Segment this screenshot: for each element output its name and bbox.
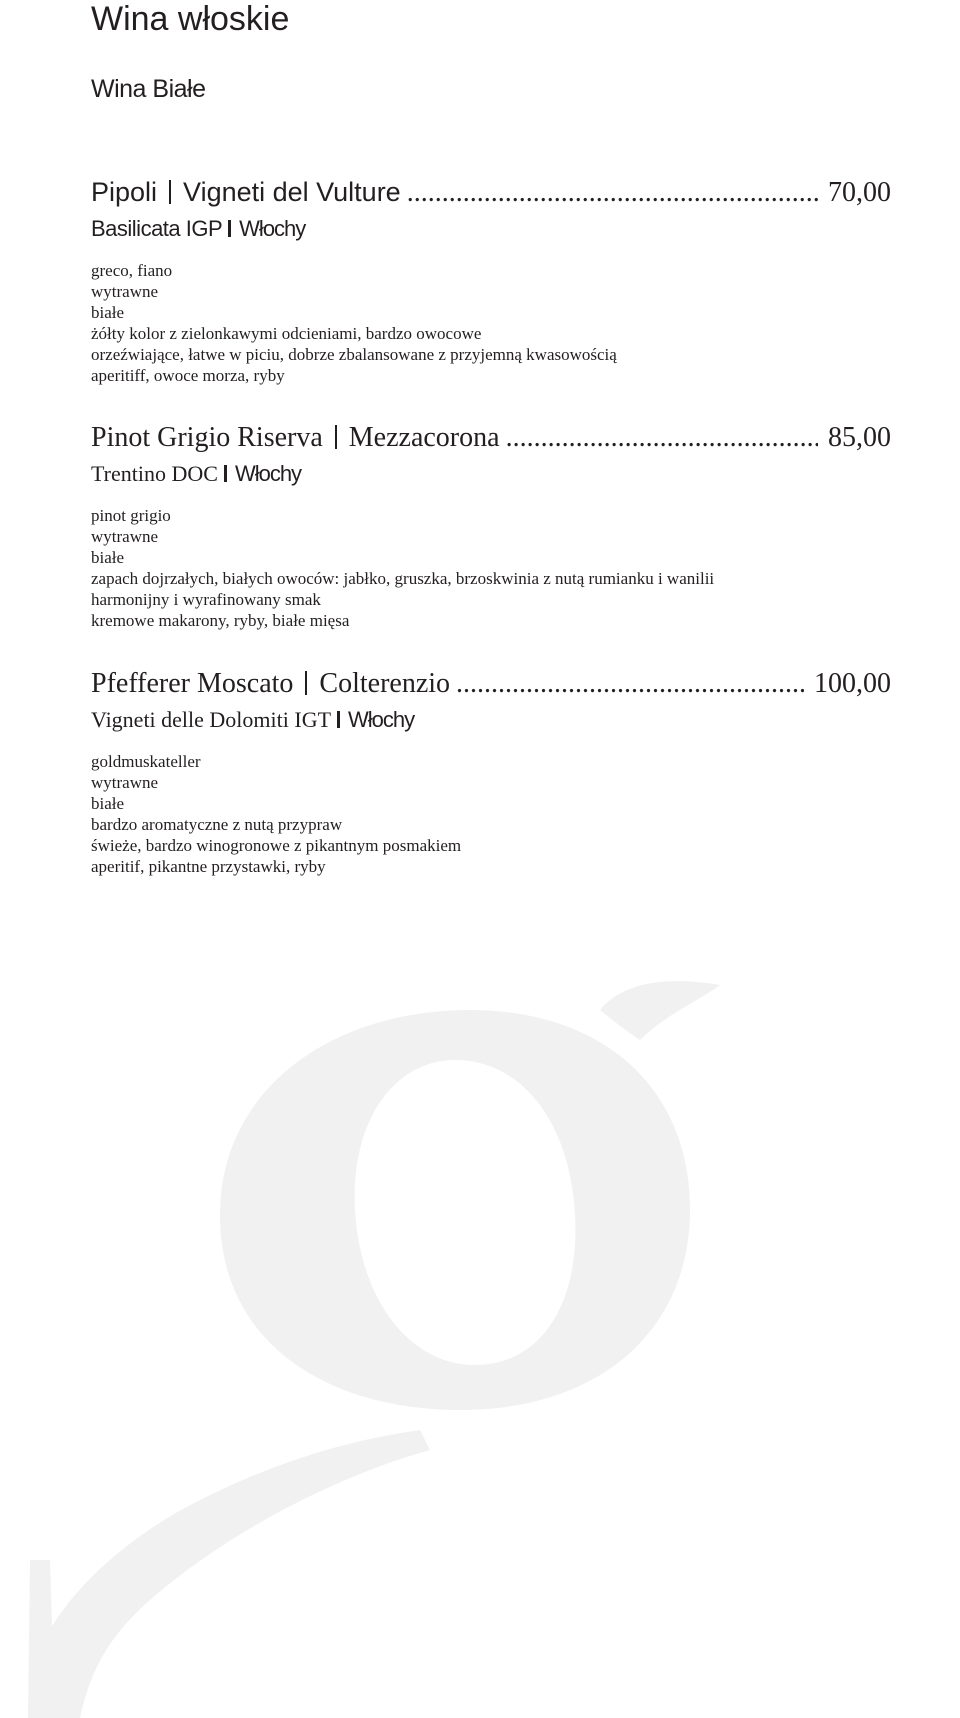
wine-country: Włochy: [239, 216, 306, 241]
wine-entry: [91, 667, 891, 877]
wine-note: harmonijny i wyrafinowany smak: [91, 590, 321, 609]
wine-name-part1: Pinot Grigio Riserva: [91, 422, 323, 453]
wine-note: bardzo aromatyczne z nutą przypraw: [91, 815, 343, 834]
wine-details: [91, 751, 891, 877]
wine-origin: [91, 214, 891, 244]
separator: [335, 425, 337, 449]
wine-name-part2: Vigneti del Vulture: [183, 177, 401, 207]
section-title: Wina Białe: [91, 75, 206, 103]
wine-name: [91, 421, 500, 455]
dot-leader: [456, 667, 804, 701]
wine-details: [91, 505, 891, 631]
wine-grape: pinot grigio: [91, 506, 171, 525]
wine-region: Trentino DOC: [91, 461, 218, 486]
dot-leader: [506, 421, 818, 455]
wine-style: wytrawne: [91, 527, 159, 546]
wine-country: Włochy: [234, 461, 302, 486]
wine-country: Włochy: [348, 707, 415, 732]
separator: [228, 220, 231, 237]
wine-color: białe: [91, 548, 125, 567]
separator: [337, 711, 340, 728]
wine-note: aperitif, pikantne przystawki, ryby: [91, 857, 326, 876]
wine-name-part2: Mezzacorona: [348, 422, 500, 453]
wine-region: Vigneti delle Dolomiti IGT: [91, 707, 332, 732]
wine-price: 100,00: [814, 668, 891, 699]
wine-note: żółty kolor z zielonkawymi odcieniami, bardzo owocowe: [91, 324, 482, 343]
wine-note: orzeźwiające, łatwe w piciu, dobrze zbalansowane z przyjemną kwasowością: [91, 345, 617, 364]
separator: [169, 180, 171, 204]
wine-name-part1: Pipoli: [91, 177, 158, 207]
wine-entry: [91, 421, 891, 631]
wine-name: [91, 175, 401, 209]
wine-entry: [91, 175, 891, 386]
wine-note: zapach dojrzałych, białych owoców: jabłko, gruszka, brzoskwinia z nutą rumianku i wanilii: [91, 569, 715, 588]
wine-price: 70,00: [828, 177, 891, 208]
dot-leader: [407, 176, 818, 210]
wine-note: kremowe makarony, ryby, białe mięsa: [91, 611, 350, 630]
wine-grape: greco, fiano: [91, 261, 173, 280]
wine-style: wytrawne: [91, 282, 159, 301]
separator: [224, 465, 227, 482]
wine-color: białe: [91, 794, 125, 813]
wine-name: [91, 667, 450, 701]
separator: [305, 671, 307, 695]
wine-details: [91, 260, 891, 386]
wine-name-part2: Colterenzio: [319, 668, 451, 699]
wine-grape: goldmuskateller: [91, 752, 201, 771]
wine-price: 85,00: [828, 422, 891, 453]
wine-header: [91, 175, 891, 210]
wine-color: białe: [91, 303, 125, 322]
wine-origin: [91, 705, 891, 735]
wine-header: [91, 421, 891, 455]
wine-origin: [91, 459, 891, 489]
wine-note: świeże, bardzo winogronowe z pikantnym posmakiem: [91, 836, 462, 855]
wine-style: wytrawne: [91, 773, 159, 792]
wine-name-part1: Pfefferer Moscato: [91, 668, 294, 699]
wine-header: [91, 667, 891, 701]
wine-note: aperitiff, owoce morza, ryby: [91, 366, 285, 385]
page-title: Wina włoskie: [91, 0, 290, 38]
wine-region: Basilicata IGP: [91, 216, 223, 241]
